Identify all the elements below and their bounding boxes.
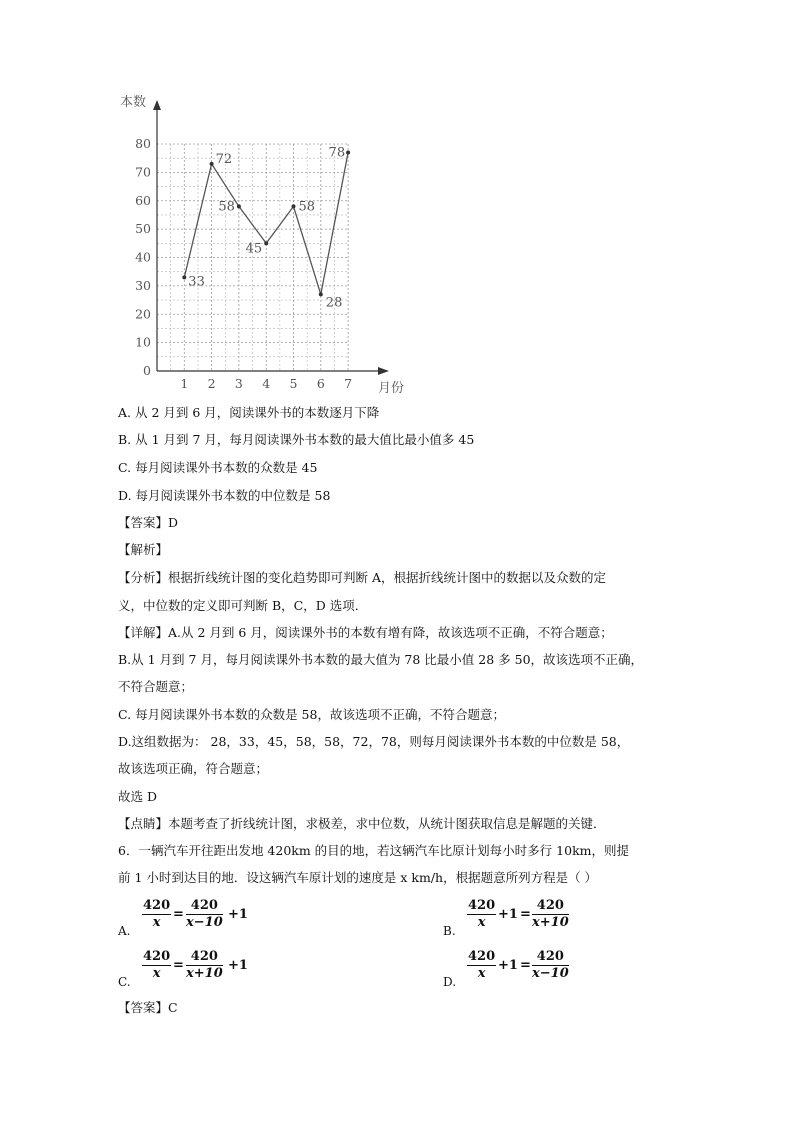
x-axis-arrow <box>378 367 389 375</box>
choose-line: 故选 D <box>118 789 157 804</box>
q6-answer: 【答案】C <box>118 1000 178 1015</box>
y-tick-label: 40 <box>135 249 151 265</box>
x-tick-label: 2 <box>207 376 216 391</box>
fraction: $\frac{420}{x+10}$ <box>186 949 223 981</box>
q6-line-2: 前 1 小时到达目的地．设这辆汽车原计划的速度是 x km/h，根据题意所列方程是（ ） <box>118 870 598 885</box>
x-tick-label: 3 <box>234 376 243 391</box>
data-label: 45 <box>245 241 263 257</box>
fenxi-line-1: 【分析】根据折线统计图的变化趋势即可判断 A，根据折线统计图中的数据以及众数的定 <box>118 570 607 585</box>
y-tick-label: 60 <box>135 192 151 208</box>
data-point <box>264 241 268 245</box>
fraction: $\frac{420}{x}$ <box>468 898 496 930</box>
x-tick-label: 4 <box>262 376 271 391</box>
fraction: $\frac{420}{x-10}$ <box>186 898 223 930</box>
q6-option-c-label: C. <box>118 975 131 989</box>
fraction: $\frac{420}{x+10}$ <box>532 898 569 930</box>
data-point <box>346 151 350 155</box>
detail-line-1: 【详解】A.从 2 月到 6 月，阅读课外书的本数有增有降，故该选项不正确，不符合题意； <box>118 625 613 640</box>
detail-line-6: 故该选项正确，符合题意； <box>118 761 269 776</box>
x-tick-label: 5 <box>289 376 298 391</box>
data-label: 58 <box>298 199 316 215</box>
dianjing-line: 【点睛】本题考查了折线统计图，求极差，求中位数，从统计图获取信息是解题的关键． <box>118 816 606 831</box>
fraction: $\frac{420}{x}$ <box>143 898 171 930</box>
y-axis-title: 本数 <box>120 95 147 110</box>
data-label: 78 <box>328 145 346 161</box>
data-point <box>182 275 186 279</box>
y-axis-arrow <box>153 100 161 110</box>
fraction: $\frac{420}{x}$ <box>468 949 496 981</box>
option-a: A. 从 2 月到 6 月，阅读课外书的本数逐月下降 <box>118 405 380 420</box>
data-point <box>210 162 214 166</box>
y-tick-label: 0 <box>143 363 151 378</box>
option-d: D. 每月阅读课外书本数的中位数是 58 <box>118 488 331 503</box>
x-axis-title: 月份 <box>378 381 405 396</box>
answer: 【答案】D <box>118 515 179 530</box>
x-tick-label: 1 <box>180 376 189 391</box>
y-tick-label: 10 <box>135 334 151 350</box>
fraction: $\frac{420}{x}$ <box>143 949 171 981</box>
data-label: 58 <box>218 199 235 215</box>
detail-line-2: B.从 1 月到 7 月，每月阅读课外书本数的最大值为 78 比最小值 28 多 50，故该选项不正确， <box>118 652 644 667</box>
data-point <box>237 204 241 208</box>
q6-option-a-label: A. <box>118 924 131 938</box>
data-label: 28 <box>325 295 343 311</box>
fraction: $\frac{420}{x-10}$ <box>532 949 569 981</box>
q6-option-b-label: B. <box>443 924 456 938</box>
x-tick-label: 6 <box>316 376 325 391</box>
analysis-title: 【解析】 <box>118 542 169 557</box>
data-point <box>292 204 296 208</box>
data-point <box>319 292 323 296</box>
q6-option-d-label: D. <box>443 975 457 989</box>
y-tick-label: 20 <box>135 306 151 322</box>
option-c: C. 每月阅读课外书本数的众数是 45 <box>118 460 318 475</box>
y-tick-label: 80 <box>135 136 151 151</box>
y-tick-label: 70 <box>135 164 151 180</box>
detail-line-5: D.这组数据为： 28，33，45，58，58，72，78，则每月阅读课外书本数的中位数是 58， <box>118 734 630 749</box>
data-label: 72 <box>215 151 233 167</box>
chart-grid <box>157 144 348 371</box>
fenxi-line-2: 义，中位数的定义即可判断 B，C，D 选项． <box>118 598 368 613</box>
chart-ticks <box>135 136 352 391</box>
option-b: B. 从 1 月到 7 月，每月阅读课外书本数的最大值比最小值多 45 <box>118 432 475 447</box>
y-tick-label: 30 <box>135 277 151 293</box>
q6-line-1: 6．一辆汽车开往距出发地 420km 的目的地，若这辆汽车比原计划每小时多行 10km，则提 <box>118 843 629 858</box>
detail-line-4: C. 每月阅读课外书本数的众数是 58，故该选项不正确，不符合题意； <box>118 707 505 722</box>
line-chart <box>112 90 412 396</box>
detail-line-3: 不符合题意； <box>118 679 194 694</box>
data-label: 33 <box>188 274 205 290</box>
y-tick-label: 50 <box>135 221 151 237</box>
x-tick-label: 7 <box>344 376 353 391</box>
